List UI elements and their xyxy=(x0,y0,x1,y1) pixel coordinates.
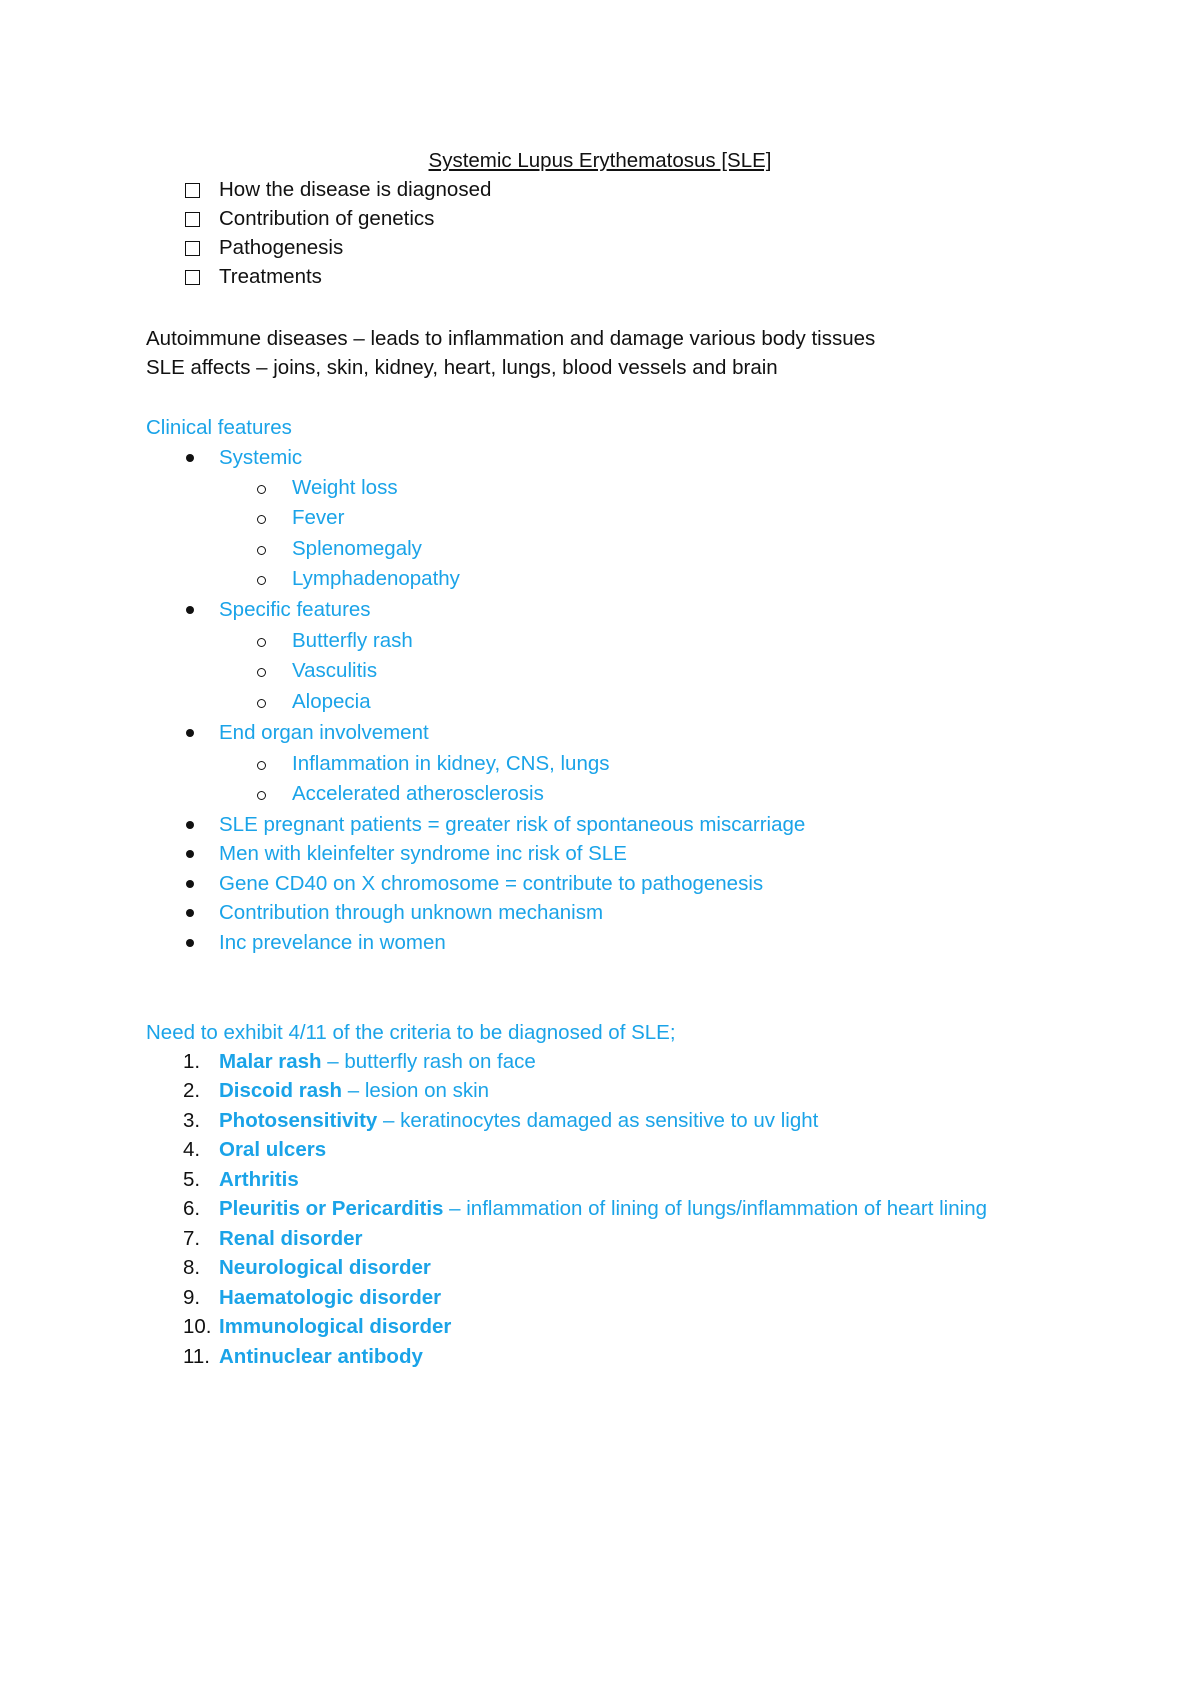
criteria-term: Pleuritis or Pericarditis xyxy=(219,1197,444,1220)
list-number: 6. xyxy=(183,1197,201,1220)
list-number: 2. xyxy=(183,1079,201,1102)
criteria-term: Antinuclear antibody xyxy=(219,1345,423,1368)
list-item: Contribution through unknown mechanism xyxy=(219,901,604,924)
criteria-item xyxy=(219,1167,299,1193)
sub-list-item: Butterfly rash xyxy=(292,629,413,652)
clinical-features-heading: Clinical features xyxy=(146,416,292,439)
criteria-item xyxy=(219,1285,441,1311)
criteria-item xyxy=(219,1226,363,1252)
sub-list-item: Splenomegaly xyxy=(292,537,422,560)
intro-line: Autoimmune diseases – leads to inflammation and damage various body tissues xyxy=(146,327,876,350)
sub-list-item: Vasculitis xyxy=(292,659,378,682)
bullet-icon xyxy=(186,850,194,858)
criteria-item xyxy=(219,1255,431,1281)
bullet-icon xyxy=(186,880,194,888)
criteria-term: Discoid rash xyxy=(219,1079,343,1102)
list-number: 10. xyxy=(183,1315,212,1338)
list-item: End organ involvement xyxy=(219,721,429,744)
list-item: Men with kleinfelter syndrome inc risk of SLE xyxy=(219,842,627,865)
criteria-desc: – lesion on skin xyxy=(342,1079,490,1102)
list-item: Systemic xyxy=(219,446,303,469)
checkbox-icon[interactable] xyxy=(185,241,200,256)
criteria-desc: – butterfly rash on face xyxy=(321,1050,536,1073)
list-number: 9. xyxy=(183,1286,201,1309)
circle-bullet-icon xyxy=(257,515,266,524)
sub-list-item: Accelerated atherosclerosis xyxy=(292,782,544,805)
criteria-heading: Need to exhibit 4/11 of the criteria to be diagnosed of SLE; xyxy=(146,1021,676,1044)
list-item: Gene CD40 on X chromosome = contribute to pathogenesis xyxy=(219,872,764,895)
criteria-desc: – keratinocytes damaged as sensitive to uv light xyxy=(377,1109,819,1132)
sub-list-item: Lymphadenopathy xyxy=(292,567,460,590)
checklist-item: Treatments xyxy=(219,265,322,288)
bullet-icon xyxy=(186,729,194,737)
checkbox-icon[interactable] xyxy=(185,270,200,285)
criteria-term: Malar rash xyxy=(219,1050,322,1073)
list-item: Specific features xyxy=(219,598,371,621)
circle-bullet-icon xyxy=(257,699,266,708)
sub-list-item: Weight loss xyxy=(292,476,398,499)
intro-line: SLE affects – joins, skin, kidney, heart, lungs, blood vessels and brain xyxy=(146,356,778,379)
list-number: 1. xyxy=(183,1050,201,1073)
bullet-icon xyxy=(186,939,194,947)
circle-bullet-icon xyxy=(257,576,266,585)
list-item: Inc prevelance in women xyxy=(219,931,446,954)
criteria-item xyxy=(219,1344,423,1370)
document-title: Systemic Lupus Erythematosus [SLE] xyxy=(428,149,772,172)
criteria-term: Arthritis xyxy=(219,1168,299,1191)
circle-bullet-icon xyxy=(257,791,266,800)
list-number: 7. xyxy=(183,1227,201,1250)
bullet-icon xyxy=(186,606,194,614)
criteria-term: Immunological disorder xyxy=(219,1315,452,1338)
sub-list-item: Inflammation in kidney, CNS, lungs xyxy=(292,752,610,775)
sub-list-item: Alopecia xyxy=(292,690,371,713)
circle-bullet-icon xyxy=(257,638,266,647)
criteria-term: Haematologic disorder xyxy=(219,1286,442,1309)
circle-bullet-icon xyxy=(257,546,266,555)
bullet-icon xyxy=(186,454,194,462)
bullet-icon xyxy=(186,821,194,829)
checklist-item: Contribution of genetics xyxy=(219,207,435,230)
checkbox-icon[interactable] xyxy=(185,183,200,198)
sub-list-item: Fever xyxy=(292,506,345,529)
list-number: 8. xyxy=(183,1256,201,1279)
checklist-item: Pathogenesis xyxy=(219,236,344,259)
circle-bullet-icon xyxy=(257,668,266,677)
criteria-desc: – inflammation of lining of lungs/inflammation of heart lining xyxy=(443,1197,987,1220)
checklist-item: How the disease is diagnosed xyxy=(219,178,492,201)
criteria-item xyxy=(219,1049,536,1075)
bullet-icon xyxy=(186,909,194,917)
list-number: 4. xyxy=(183,1138,201,1161)
criteria-item xyxy=(219,1078,489,1104)
criteria-item xyxy=(219,1108,818,1134)
circle-bullet-icon xyxy=(257,761,266,770)
circle-bullet-icon xyxy=(257,485,266,494)
criteria-item xyxy=(219,1137,326,1163)
list-number: 5. xyxy=(183,1168,201,1191)
list-number: 11. xyxy=(183,1345,210,1368)
criteria-term: Renal disorder xyxy=(219,1227,363,1250)
checkbox-icon[interactable] xyxy=(185,212,200,227)
criteria-term: Photosensitivity xyxy=(219,1109,378,1132)
criteria-item xyxy=(219,1314,451,1340)
list-number: 3. xyxy=(183,1109,201,1132)
criteria-item xyxy=(219,1196,987,1222)
list-item: SLE pregnant patients = greater risk of spontaneous miscarriage xyxy=(219,813,806,836)
criteria-term: Neurological disorder xyxy=(219,1256,431,1279)
criteria-term: Oral ulcers xyxy=(219,1138,327,1161)
